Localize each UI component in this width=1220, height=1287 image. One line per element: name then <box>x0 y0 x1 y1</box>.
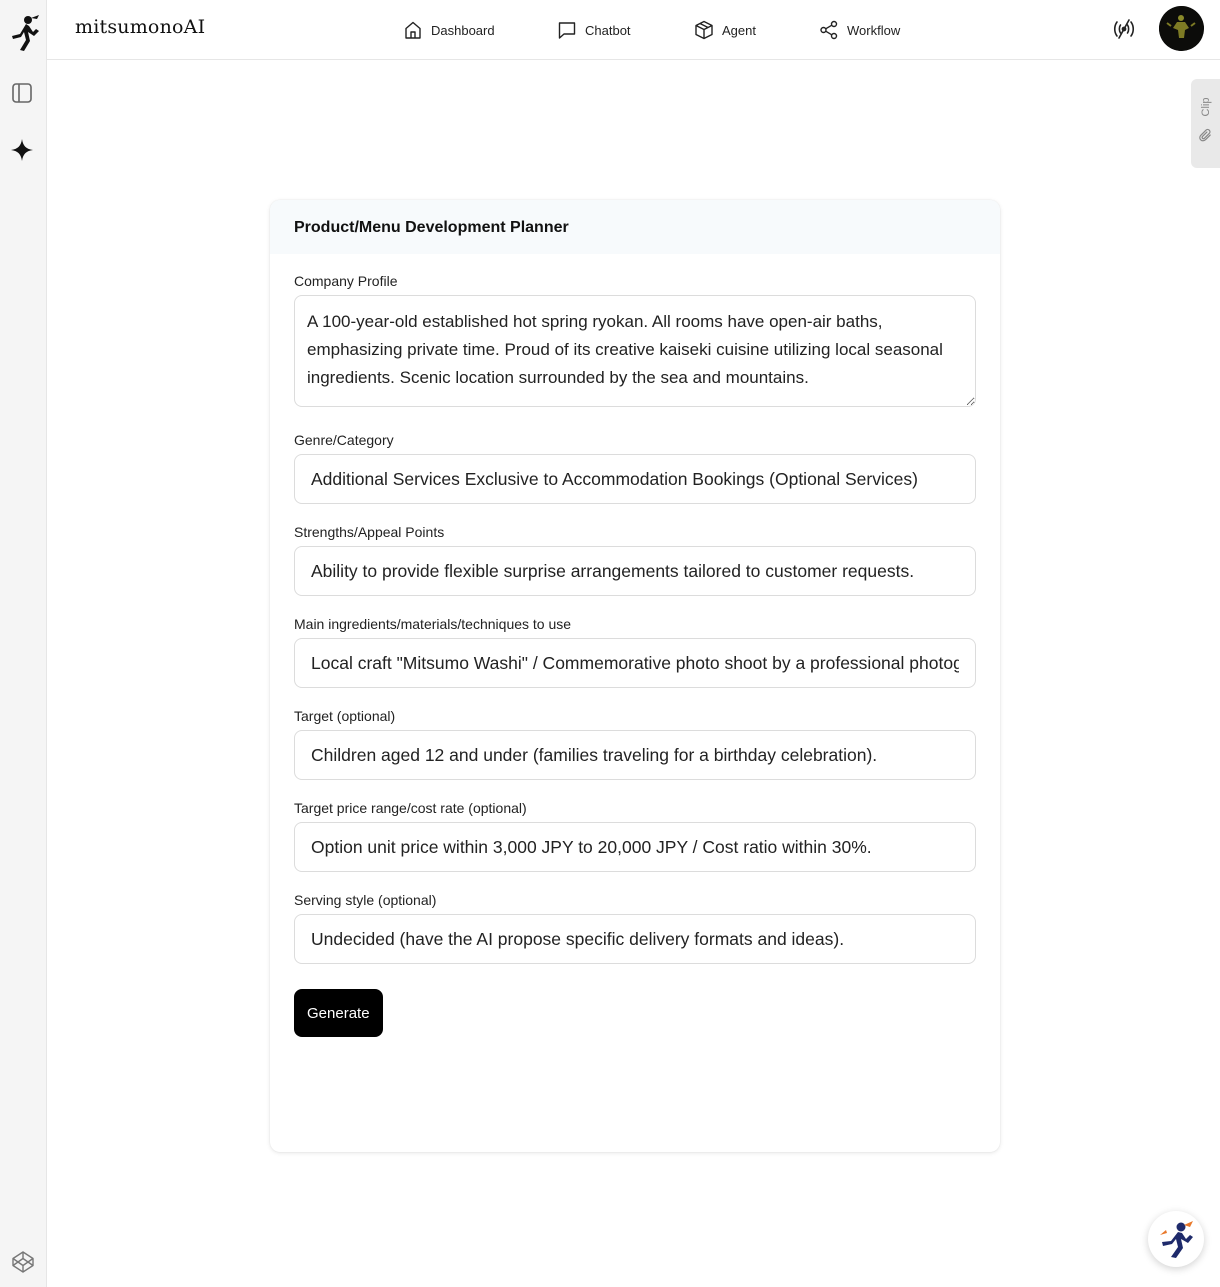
chat-bubble-icon <box>557 20 577 40</box>
assistant-mascot-button[interactable] <box>1148 1211 1204 1267</box>
field-label: Company Profile <box>294 273 398 289</box>
ninja-logo-icon[interactable] <box>6 14 40 52</box>
field-price-range <box>294 800 976 872</box>
nav-dashboard[interactable] <box>403 0 495 60</box>
strengths-input[interactable] <box>294 546 976 596</box>
generate-button[interactable]: Generate <box>294 989 383 1037</box>
genre-category-input[interactable] <box>294 454 976 504</box>
left-rail <box>0 0 47 1287</box>
paperclip-icon <box>1198 128 1213 143</box>
field-serving-style <box>294 892 976 964</box>
serving-style-input[interactable] <box>294 914 976 964</box>
form-body <box>270 254 1000 1037</box>
card-title: Product/Menu Development Planner <box>294 219 569 236</box>
brand-name: mitsumonoAI <box>75 16 206 38</box>
nav-label: Agent <box>722 22 756 38</box>
field-genre-category <box>294 432 976 504</box>
price-range-input[interactable] <box>294 822 976 872</box>
broadcast-icon[interactable] <box>1111 16 1137 42</box>
sidebar-toggle-icon[interactable] <box>11 82 33 104</box>
field-main-ingredients <box>294 616 976 688</box>
field-strengths <box>294 524 976 596</box>
field-label: Main ingredients/materials/techniques to use <box>294 616 572 632</box>
nav-chatbot[interactable] <box>557 0 631 60</box>
card-header <box>270 200 1000 254</box>
clip-tab[interactable] <box>1191 79 1220 168</box>
nav-label: Chatbot <box>585 22 631 38</box>
field-company-profile <box>294 273 976 412</box>
field-target <box>294 708 976 780</box>
nav-label: Dashboard <box>431 22 495 38</box>
field-label: Genre/Category <box>294 432 394 448</box>
nav-label: Workflow <box>847 22 901 38</box>
target-input[interactable] <box>294 730 976 780</box>
top-bar <box>47 0 1220 60</box>
field-label: Target price range/cost rate (optional) <box>294 800 527 816</box>
cube-icon <box>694 20 714 40</box>
share-nodes-icon <box>819 20 839 40</box>
clip-label: Clip <box>1200 97 1212 117</box>
main-ingredients-input[interactable] <box>294 638 976 688</box>
sparkle-icon[interactable] <box>10 138 34 162</box>
codepen-icon[interactable] <box>11 1250 35 1274</box>
ninja-mascot-icon <box>1157 1219 1195 1259</box>
nav-workflow[interactable] <box>819 0 900 60</box>
home-icon <box>403 20 423 40</box>
company-profile-textarea[interactable] <box>294 295 976 407</box>
user-avatar[interactable] <box>1159 6 1204 51</box>
field-label: Strengths/Appeal Points <box>294 524 445 540</box>
field-label: Serving style (optional) <box>294 892 437 908</box>
field-label: Target (optional) <box>294 708 396 724</box>
nav-agent[interactable] <box>694 0 756 60</box>
planner-card <box>270 200 1000 1152</box>
